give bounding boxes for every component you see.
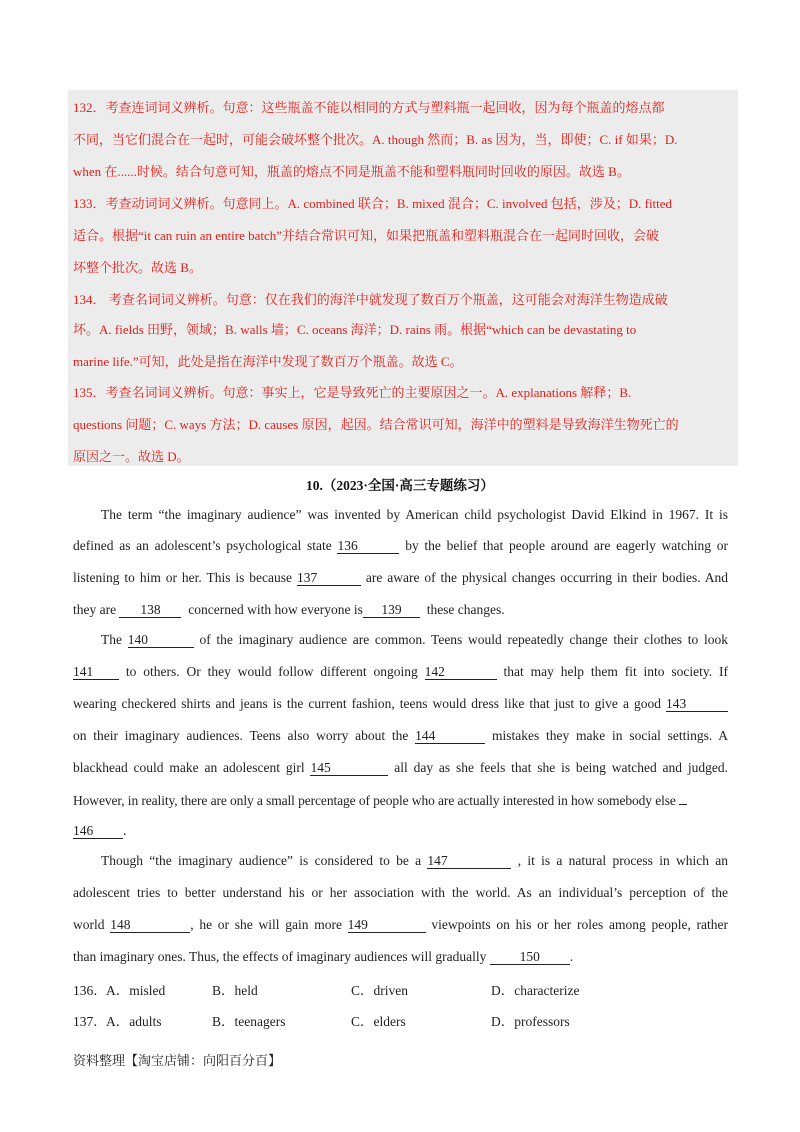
blank-138[interactable]: 138 — [119, 602, 181, 618]
answer-line: 134． 考查名词词义辨析。句意：仅在我们的海洋中就发现了数百万个瓶盖，这可能会对海洋生物造成破 — [73, 292, 668, 307]
blank-143[interactable]: 143 — [666, 696, 728, 712]
option-c[interactable]: C．elders — [351, 1014, 406, 1029]
blank-136[interactable]: 136 — [337, 538, 399, 554]
answer-line: 135．考查名词词义辨析。句意：事实上，它是导致死亡的主要原因之一。A. explanations 解释；B. — [73, 385, 632, 400]
answer-line: 132．考查连词词义辨析。句意：这些瓶盖不能以相同的方式与塑料瓶一起回收，因为每个瓶盖的熔点都 — [73, 100, 665, 115]
blank-150[interactable]: 150 — [490, 949, 570, 965]
option-d[interactable]: D．professors — [491, 1014, 570, 1029]
passage-line: 146 . — [73, 823, 127, 838]
section-title: 10.（2023·全国·高三专题练习） — [306, 478, 494, 493]
answer-line: 不同，当它们混合在一起时，可能会破坏整个批次。A. though 然而；B. as 因为，当，即使；C. if 如果；D. — [73, 132, 678, 147]
blank-139[interactable]: 139 — [363, 602, 420, 618]
blank-137[interactable]: 137 — [297, 570, 361, 586]
passage-line: on their imaginary audiences. Teens also worry about the 144 mistakes they make in social settings. A — [73, 728, 729, 743]
question-number: 137． — [73, 1014, 107, 1029]
passage-line: defined as an adolescent’s psychological state 136 by the belief that people around are eagerly watching or — [73, 538, 729, 553]
passage-line: adolescent tries to better understand his or her association with the world. As an individual’s perception of the — [73, 885, 728, 900]
option-a[interactable]: A．misled — [106, 983, 166, 998]
answer-line: when 在......时候。结合句意可知，瓶盖的熔点不同是瓶盖不能和塑料瓶同时回收的原因。故选 B。 — [73, 164, 630, 179]
passage-line: Though “the imaginary audience” is considered to be a 147 , it is a natural process in which an — [101, 853, 728, 868]
option-b[interactable]: B．held — [212, 983, 258, 998]
passage-line: wearing checkered shirts and jeans is the current fashion, teens would dress like that just to give a good 143 — [73, 696, 728, 712]
blank-149[interactable]: 149 — [348, 917, 426, 933]
passage-line: than imaginary ones. Thus, the effects of imaginary audiences will gradually 150 . — [73, 949, 574, 964]
blank-142[interactable]: 142 — [425, 664, 497, 680]
blank-146[interactable]: 146 — [73, 823, 123, 839]
blank-148[interactable]: 148 — [110, 917, 190, 933]
passage-line: The term “the imaginary audience” was invented by American child psychologist David Elkind in 1967. It is — [101, 507, 728, 522]
passage-line: world 148 , he or she will gain more 149 viewpoints on his or her roles among people, rather — [73, 917, 729, 932]
answer-line: marine life.”可知，此处是指在海洋中发现了数百万个瓶盖。故选 C。 — [73, 354, 463, 369]
blank-147[interactable]: 147 — [427, 853, 511, 869]
answer-line: 133．考查动词词义辨析。句意同上。A. combined 联合；B. mixed 混合；C. involved 包括，涉及；D. fitted — [73, 196, 673, 211]
passage-line: The 140 of the imaginary audience are common. Teens would repeatedly change their clothes to look — [101, 632, 728, 647]
blank-144[interactable]: 144 — [415, 728, 485, 744]
passage-line: However, in reality, there are only a small percentage of people who are actually interested in how somebody else — [73, 792, 733, 809]
answer-line: 适合。根据“it can ruin an entire batch”并结合常识可知，如果把瓶盖和塑料瓶混合在一起同时回收，会破 — [73, 228, 660, 243]
answer-line: questions 问题；C. ways 方法；D. causes 原因，起因。结合常识可知，海洋中的塑料是导致海洋生物死亡的 — [73, 417, 679, 432]
passage-line: 141 to others. Or they would follow different ongoing 142 that may help them fit into society. If — [73, 664, 729, 679]
footer-text: 资料整理【淘宝店铺：向阳百分百】 — [73, 1053, 282, 1068]
option-d[interactable]: D．characterize — [491, 983, 580, 998]
passage-line: they are 138 concerned with how everyone is 139 these changes. — [73, 602, 505, 617]
answer-line: 坏整个批次。故选 B。 — [73, 260, 202, 275]
blank-141[interactable]: 141 — [73, 664, 119, 680]
blank-140[interactable]: 140 — [128, 632, 194, 648]
option-b[interactable]: B．teenagers — [212, 1014, 286, 1029]
answer-line: 原因之一。故选 D。 — [73, 449, 190, 464]
blank-145[interactable]: 145 — [310, 760, 388, 776]
answer-line: 坏。A. fields 田野，领域；B. walls 墙；C. oceans 海洋；D. rains 雨。根据“which can be devastating to — [73, 322, 637, 337]
question-number: 136． — [73, 983, 107, 998]
passage-line: listening to him or her. This is because 137 are aware of the physical changes occurring in their bodies. And — [73, 570, 729, 585]
option-a[interactable]: A．adults — [106, 1014, 162, 1029]
passage-line: blackhead could make an adolescent girl 145 all day as she feels that she is being watched and judged. — [73, 760, 728, 775]
option-c[interactable]: C．driven — [351, 983, 408, 998]
